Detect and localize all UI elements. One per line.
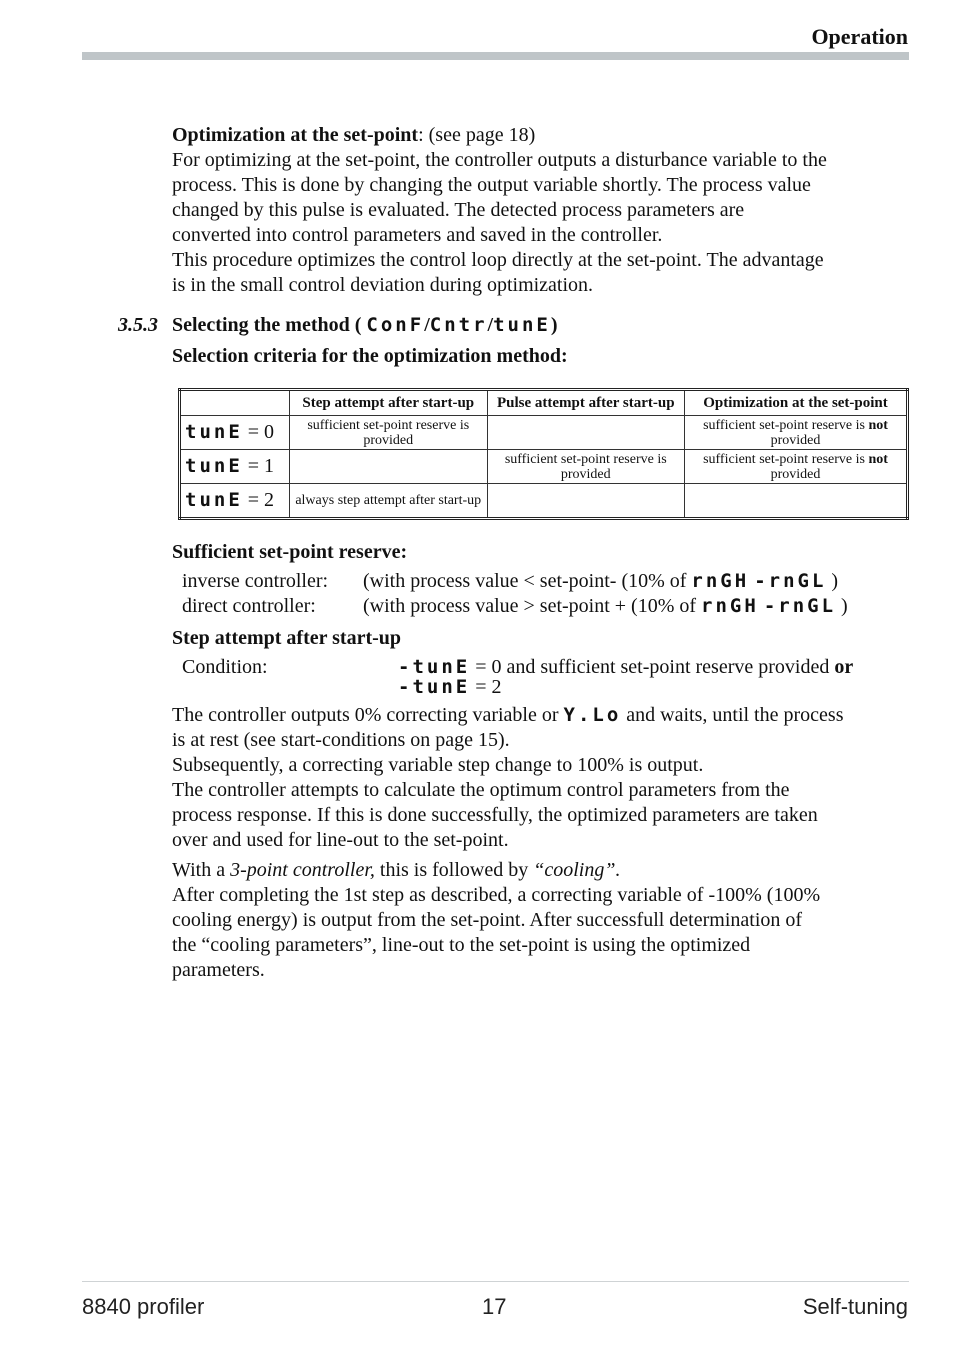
cooling-line: cooling energy) is output from the set-point. After successfull determination of bbox=[172, 909, 803, 931]
opt-setpoint-line: process. This is done by changing the output variable shortly. The process value bbox=[172, 174, 811, 196]
cooling-text: this is followed by bbox=[379, 859, 529, 881]
table-row bbox=[180, 484, 908, 519]
cell-text-bold: not bbox=[868, 451, 888, 467]
row-value: = 1 bbox=[247, 455, 275, 477]
section-number: 3.5.3 bbox=[118, 314, 158, 336]
table-header-cell: Step attempt after start-up bbox=[290, 390, 488, 416]
cell-text: sufficient set-point reserve is bbox=[703, 451, 865, 467]
cooling-line: After completing the 1st step as described, a correcting variable of -100% (100% bbox=[172, 884, 821, 906]
code-tune: -tunE bbox=[398, 656, 471, 678]
step-line bbox=[172, 703, 912, 728]
code-tune: tunE bbox=[493, 314, 551, 336]
opt-setpoint-line: This procedure optimizes the control loop directly at the set-point. The advantage bbox=[172, 249, 824, 271]
table-row bbox=[180, 416, 908, 450]
code-tune: tunE bbox=[185, 455, 243, 477]
condition-text: = 2 bbox=[475, 676, 502, 698]
inverse-text-line bbox=[363, 570, 838, 593]
code-conf: ConF bbox=[366, 314, 425, 336]
section-title bbox=[172, 314, 558, 337]
cooling-italic: 3-point controller, bbox=[230, 859, 375, 881]
step-heading: Step attempt after start-up bbox=[172, 627, 402, 649]
code-tune: -tunE bbox=[398, 676, 471, 698]
separator: / bbox=[424, 314, 430, 336]
row-label bbox=[180, 416, 290, 450]
code-rngl: -rnGL bbox=[754, 570, 827, 592]
cell-text: provided bbox=[770, 432, 821, 448]
code-rngh: rnGH bbox=[701, 595, 759, 617]
table-header-row bbox=[180, 390, 908, 416]
criteria-table bbox=[178, 388, 909, 520]
step-text: The controller outputs 0% correcting variable or bbox=[172, 704, 559, 726]
cooling-intro-line bbox=[172, 858, 912, 883]
close-paren: ) bbox=[831, 570, 839, 592]
step-line: process response. If this is done successfully, the optimized parameters are taken bbox=[172, 804, 818, 826]
step-text: and waits, until the process bbox=[626, 704, 844, 726]
footer-rule bbox=[82, 1281, 909, 1282]
direct-label: direct controller: bbox=[182, 595, 316, 617]
table-cell: always step attempt after start-up bbox=[290, 484, 488, 519]
row-label bbox=[180, 450, 290, 484]
step-line: Subsequently, a correcting variable step change to 100% is output. bbox=[172, 754, 704, 776]
section-title-text: Selecting the method ( bbox=[172, 314, 362, 336]
table-header-cell: Pulse attempt after start-up bbox=[487, 390, 685, 416]
table-cell bbox=[685, 450, 908, 484]
row-value: = 2 bbox=[247, 489, 275, 511]
header-rule bbox=[82, 52, 909, 60]
step-line: The controller attempts to calculate the optimum control parameters from the bbox=[172, 779, 790, 801]
direct-text-line bbox=[363, 595, 848, 618]
opt-setpoint-heading: Optimization at the set-point bbox=[172, 124, 419, 146]
code-ylo: Y.Lo bbox=[563, 704, 622, 726]
inverse-text: (with process value < set-point- (10% of bbox=[363, 570, 687, 592]
table-cell bbox=[685, 484, 908, 519]
footer-left: 8840 profiler bbox=[82, 1294, 205, 1319]
condition-text: = 0 and sufficient set-point reserve provided bbox=[475, 656, 830, 678]
cooling-line: the “cooling parameters”, line-out to the set-point is using the optimized bbox=[172, 934, 751, 956]
table-cell bbox=[487, 484, 685, 519]
table-header-cell: Optimization at the set-point bbox=[685, 390, 908, 416]
table-cell bbox=[487, 416, 685, 450]
opt-setpoint-heading-line bbox=[172, 123, 912, 148]
code-cntr: Cntr bbox=[429, 314, 488, 336]
cell-text-bold: not bbox=[868, 417, 888, 433]
table-cell: sufficient set-point reserve is provided bbox=[290, 416, 488, 450]
condition-or: or bbox=[834, 656, 854, 678]
opt-setpoint-line: changed by this pulse is evaluated. The detected process parameters are bbox=[172, 199, 745, 221]
table-cell bbox=[290, 450, 488, 484]
cooling-text: With a bbox=[172, 859, 226, 881]
page-header-title: Operation bbox=[811, 24, 908, 49]
code-rngh: rnGH bbox=[691, 570, 750, 592]
reserve-heading: Sufficient set-point reserve: bbox=[172, 541, 408, 563]
footer-right: Self-tuning bbox=[802, 1294, 908, 1319]
section-title-close: ) bbox=[550, 314, 558, 336]
cooling-line: parameters. bbox=[172, 959, 265, 981]
row-label bbox=[180, 484, 290, 519]
opt-setpoint-line: For optimizing at the set-point, the controller outputs a disturbance variable to the bbox=[172, 149, 827, 171]
step-line: is at rest (see start-conditions on page 15). bbox=[172, 729, 510, 751]
step-description bbox=[172, 703, 912, 983]
opt-setpoint-line: converted into control parameters and saved in the controller. bbox=[172, 224, 663, 246]
table-header-cell bbox=[180, 390, 290, 416]
inverse-label: inverse controller: bbox=[182, 570, 329, 592]
code-rngl: -rnGL bbox=[763, 595, 837, 617]
footer-page-number: 17 bbox=[482, 1294, 507, 1319]
separator: / bbox=[487, 314, 494, 336]
section-subtitle: Selection criteria for the optimization method: bbox=[172, 345, 568, 367]
condition-line-2 bbox=[398, 676, 501, 699]
condition-label: Condition: bbox=[182, 656, 268, 678]
cell-text: provided bbox=[770, 466, 821, 482]
code-tune: tunE bbox=[185, 489, 243, 511]
direct-text: (with process value > set-point + (10% of bbox=[363, 595, 697, 617]
cooling-italic: “cooling”. bbox=[533, 859, 621, 881]
code-tune: tunE bbox=[185, 421, 243, 443]
row-value: = 0 bbox=[247, 421, 275, 443]
table-cell: sufficient set-point reserve is provided bbox=[487, 450, 685, 484]
table-row bbox=[180, 450, 908, 484]
step-line: over and used for line-out to the set-point. bbox=[172, 829, 509, 851]
opt-setpoint-line: is in the small control deviation during optimization. bbox=[172, 274, 594, 296]
opt-setpoint-section bbox=[172, 123, 912, 298]
cell-text: sufficient set-point reserve is bbox=[703, 417, 865, 433]
close-paren: ) bbox=[841, 595, 848, 617]
opt-setpoint-heading-suffix: : (see page 18) bbox=[418, 124, 536, 146]
table-cell bbox=[685, 416, 908, 450]
